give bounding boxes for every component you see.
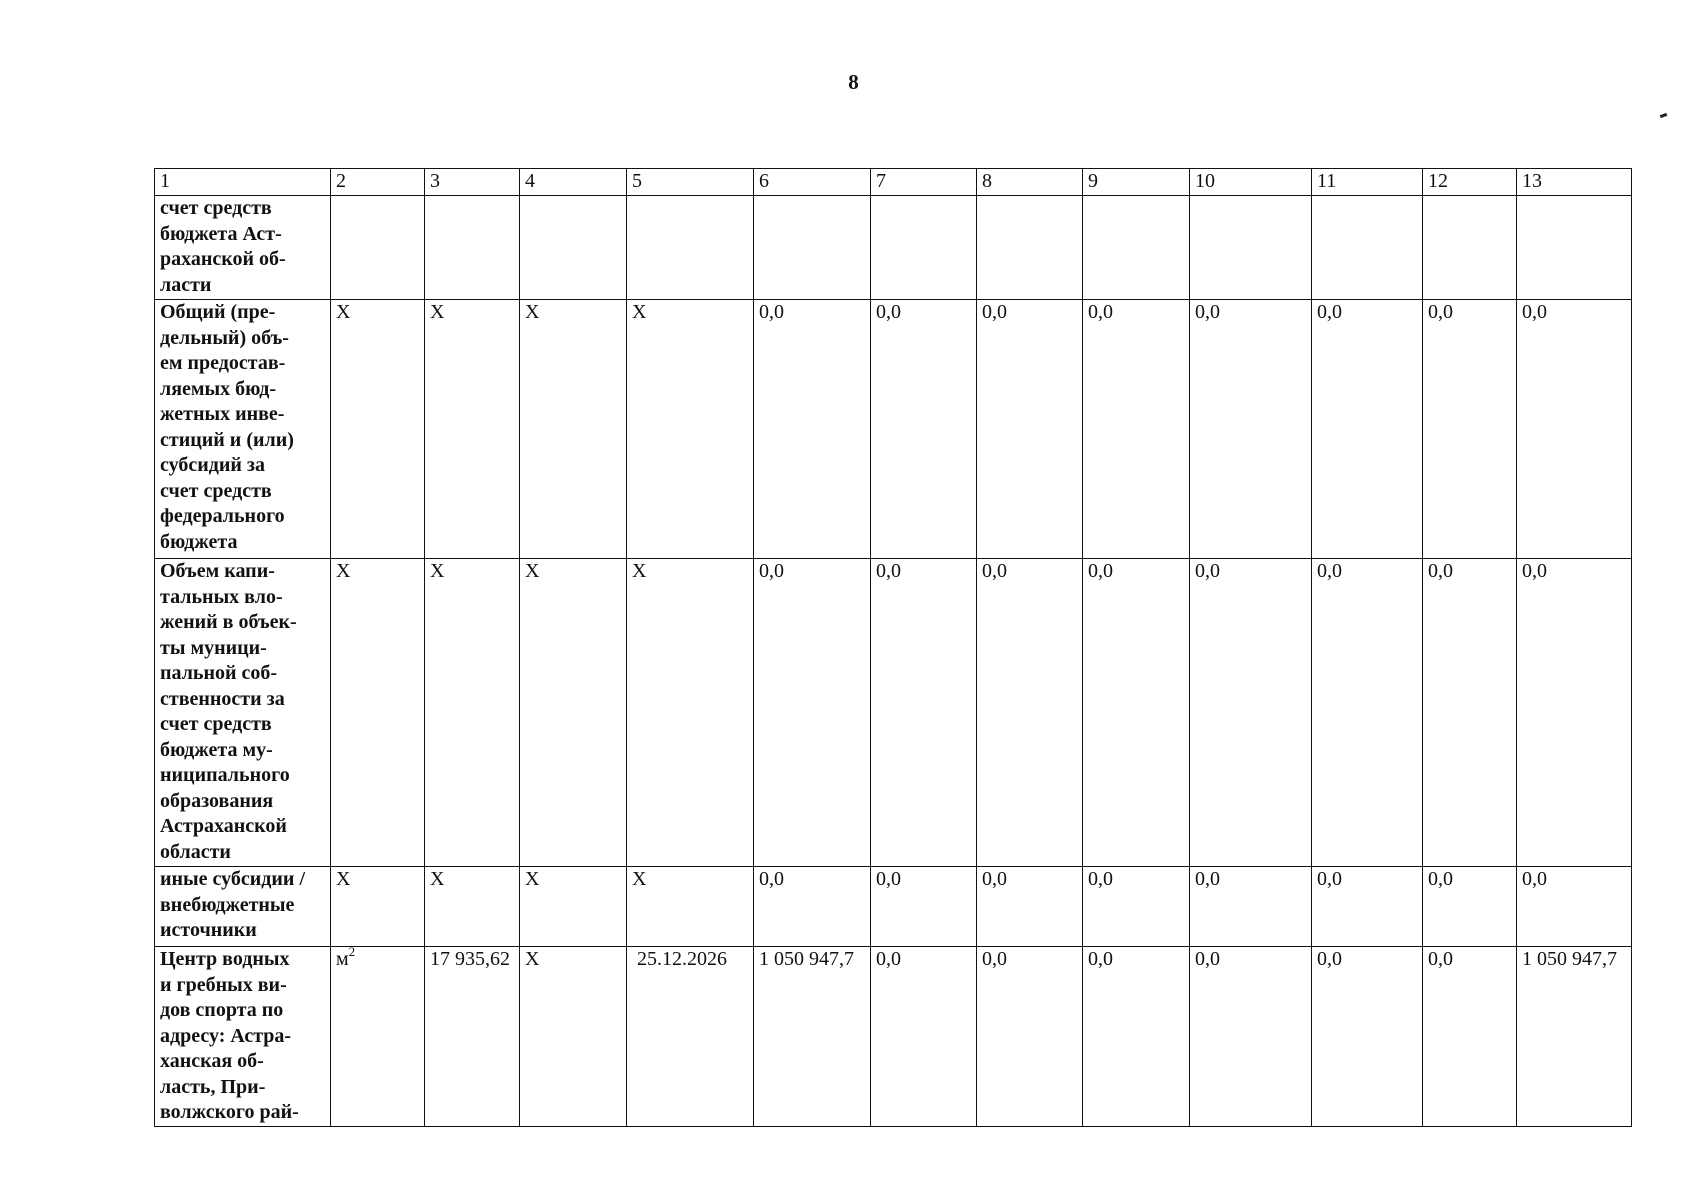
column-number: 11	[1312, 169, 1423, 196]
table-cell: 0,0	[1312, 867, 1423, 947]
table-cell: X	[331, 867, 425, 947]
table-cell: 0,0	[1423, 867, 1517, 947]
table-cell	[977, 196, 1083, 300]
table-cell	[1083, 196, 1190, 300]
table-cell	[331, 196, 425, 300]
table-cell	[425, 196, 520, 300]
scan-mark	[1660, 113, 1668, 118]
table-cell: 0,0	[977, 559, 1083, 867]
row-description: Центр водных и гребных ви- дов спорта по адресу: Астра- ханская об- ласть, При- волжского рай-	[155, 947, 331, 1127]
table-cell: 0,0	[871, 559, 977, 867]
column-number: 3	[425, 169, 520, 196]
column-number: 6	[754, 169, 871, 196]
table-cell: X	[331, 559, 425, 867]
table-row	[155, 196, 1632, 300]
table-cell: 0,0	[754, 559, 871, 867]
table-cell: 0,0	[977, 300, 1083, 559]
table-cell: 0,0	[871, 867, 977, 947]
table-cell: 0,0	[1423, 300, 1517, 559]
column-number: 5	[627, 169, 754, 196]
table-cell: 0,0	[977, 947, 1083, 1127]
table-cell	[627, 196, 754, 300]
table-cell: 0,0	[1083, 867, 1190, 947]
row-description: Общий (пре- дельный) объ- ем предостав- ляемых бюд- жетных инве- стиций и (или) субсидий за счет средств федерального бюджета	[155, 300, 331, 559]
table-cell	[520, 196, 627, 300]
table-cell	[1423, 196, 1517, 300]
table-cell: 0,0	[1312, 559, 1423, 867]
table-cell: 0,0	[1083, 559, 1190, 867]
table-cell	[1190, 196, 1312, 300]
table-cell: 0,0	[871, 947, 977, 1127]
table-cell: X	[520, 947, 627, 1127]
row-description: Объем капи- тальных вло- жений в объек- ты муници- пальной соб- ственности за счет средств бюджета му- ниципального образования Астраханской области	[155, 559, 331, 867]
table-cell	[1312, 196, 1423, 300]
table-cell	[1517, 196, 1632, 300]
column-number: 13	[1517, 169, 1632, 196]
column-number: 1	[155, 169, 331, 196]
table-cell	[754, 196, 871, 300]
column-number: 12	[1423, 169, 1517, 196]
table-row	[155, 300, 1632, 559]
table-cell: 0,0	[1517, 559, 1632, 867]
table-row	[155, 559, 1632, 867]
table-cell: X	[331, 300, 425, 559]
table-cell: X	[425, 867, 520, 947]
table-cell: X	[425, 559, 520, 867]
table-cell: 0,0	[1312, 300, 1423, 559]
table-cell: X	[627, 559, 754, 867]
table-cell: 1 050 947,7	[754, 947, 871, 1127]
table-cell: X	[627, 867, 754, 947]
table-cell: 0,0	[1190, 867, 1312, 947]
table-cell: 0,0	[1083, 300, 1190, 559]
table-cell: 0,0	[1517, 867, 1632, 947]
table-cell: 0,0	[1312, 947, 1423, 1127]
column-number: 4	[520, 169, 627, 196]
table-cell: X	[425, 300, 520, 559]
table-cell: X	[520, 300, 627, 559]
table-cell: 0,0	[1083, 947, 1190, 1127]
table-row	[155, 867, 1632, 947]
table-cell: 0,0	[754, 300, 871, 559]
table-cell: X	[627, 300, 754, 559]
table-cell: 17 935,62	[425, 947, 520, 1127]
investment-table	[154, 168, 1632, 1127]
table-cell: X	[520, 559, 627, 867]
table-cell: 0,0	[1517, 300, 1632, 559]
table-cell: X	[520, 867, 627, 947]
table-cell: 0,0	[1190, 300, 1312, 559]
column-number: 8	[977, 169, 1083, 196]
unit-base: м	[336, 948, 349, 970]
table-cell: 0,0	[1190, 559, 1312, 867]
table-cell	[871, 196, 977, 300]
table-cell: 0,0	[754, 867, 871, 947]
table-cell: 0,0	[1423, 559, 1517, 867]
unit-exponent: 2	[348, 946, 356, 959]
table-cell: 0,0	[1190, 947, 1312, 1127]
table-cell: 25.12.2026	[627, 947, 754, 1127]
table-cell: 0,0	[977, 867, 1083, 947]
table-cell: 0,0	[871, 300, 977, 559]
column-number: 10	[1190, 169, 1312, 196]
table-cell: 1 050 947,7	[1517, 947, 1632, 1127]
column-number: 2	[331, 169, 425, 196]
row-description: иные субсидии / внебюджетные источники	[155, 867, 331, 947]
column-number: 7	[871, 169, 977, 196]
table-row	[155, 947, 1632, 1127]
column-number: 9	[1083, 169, 1190, 196]
column-number-row	[155, 169, 1632, 196]
unit-cell	[331, 947, 425, 1127]
page-number: 8	[848, 70, 859, 94]
table-cell: 0,0	[1423, 947, 1517, 1127]
row-description: счет средств бюджета Аст- раханской об- ласти	[155, 196, 331, 300]
